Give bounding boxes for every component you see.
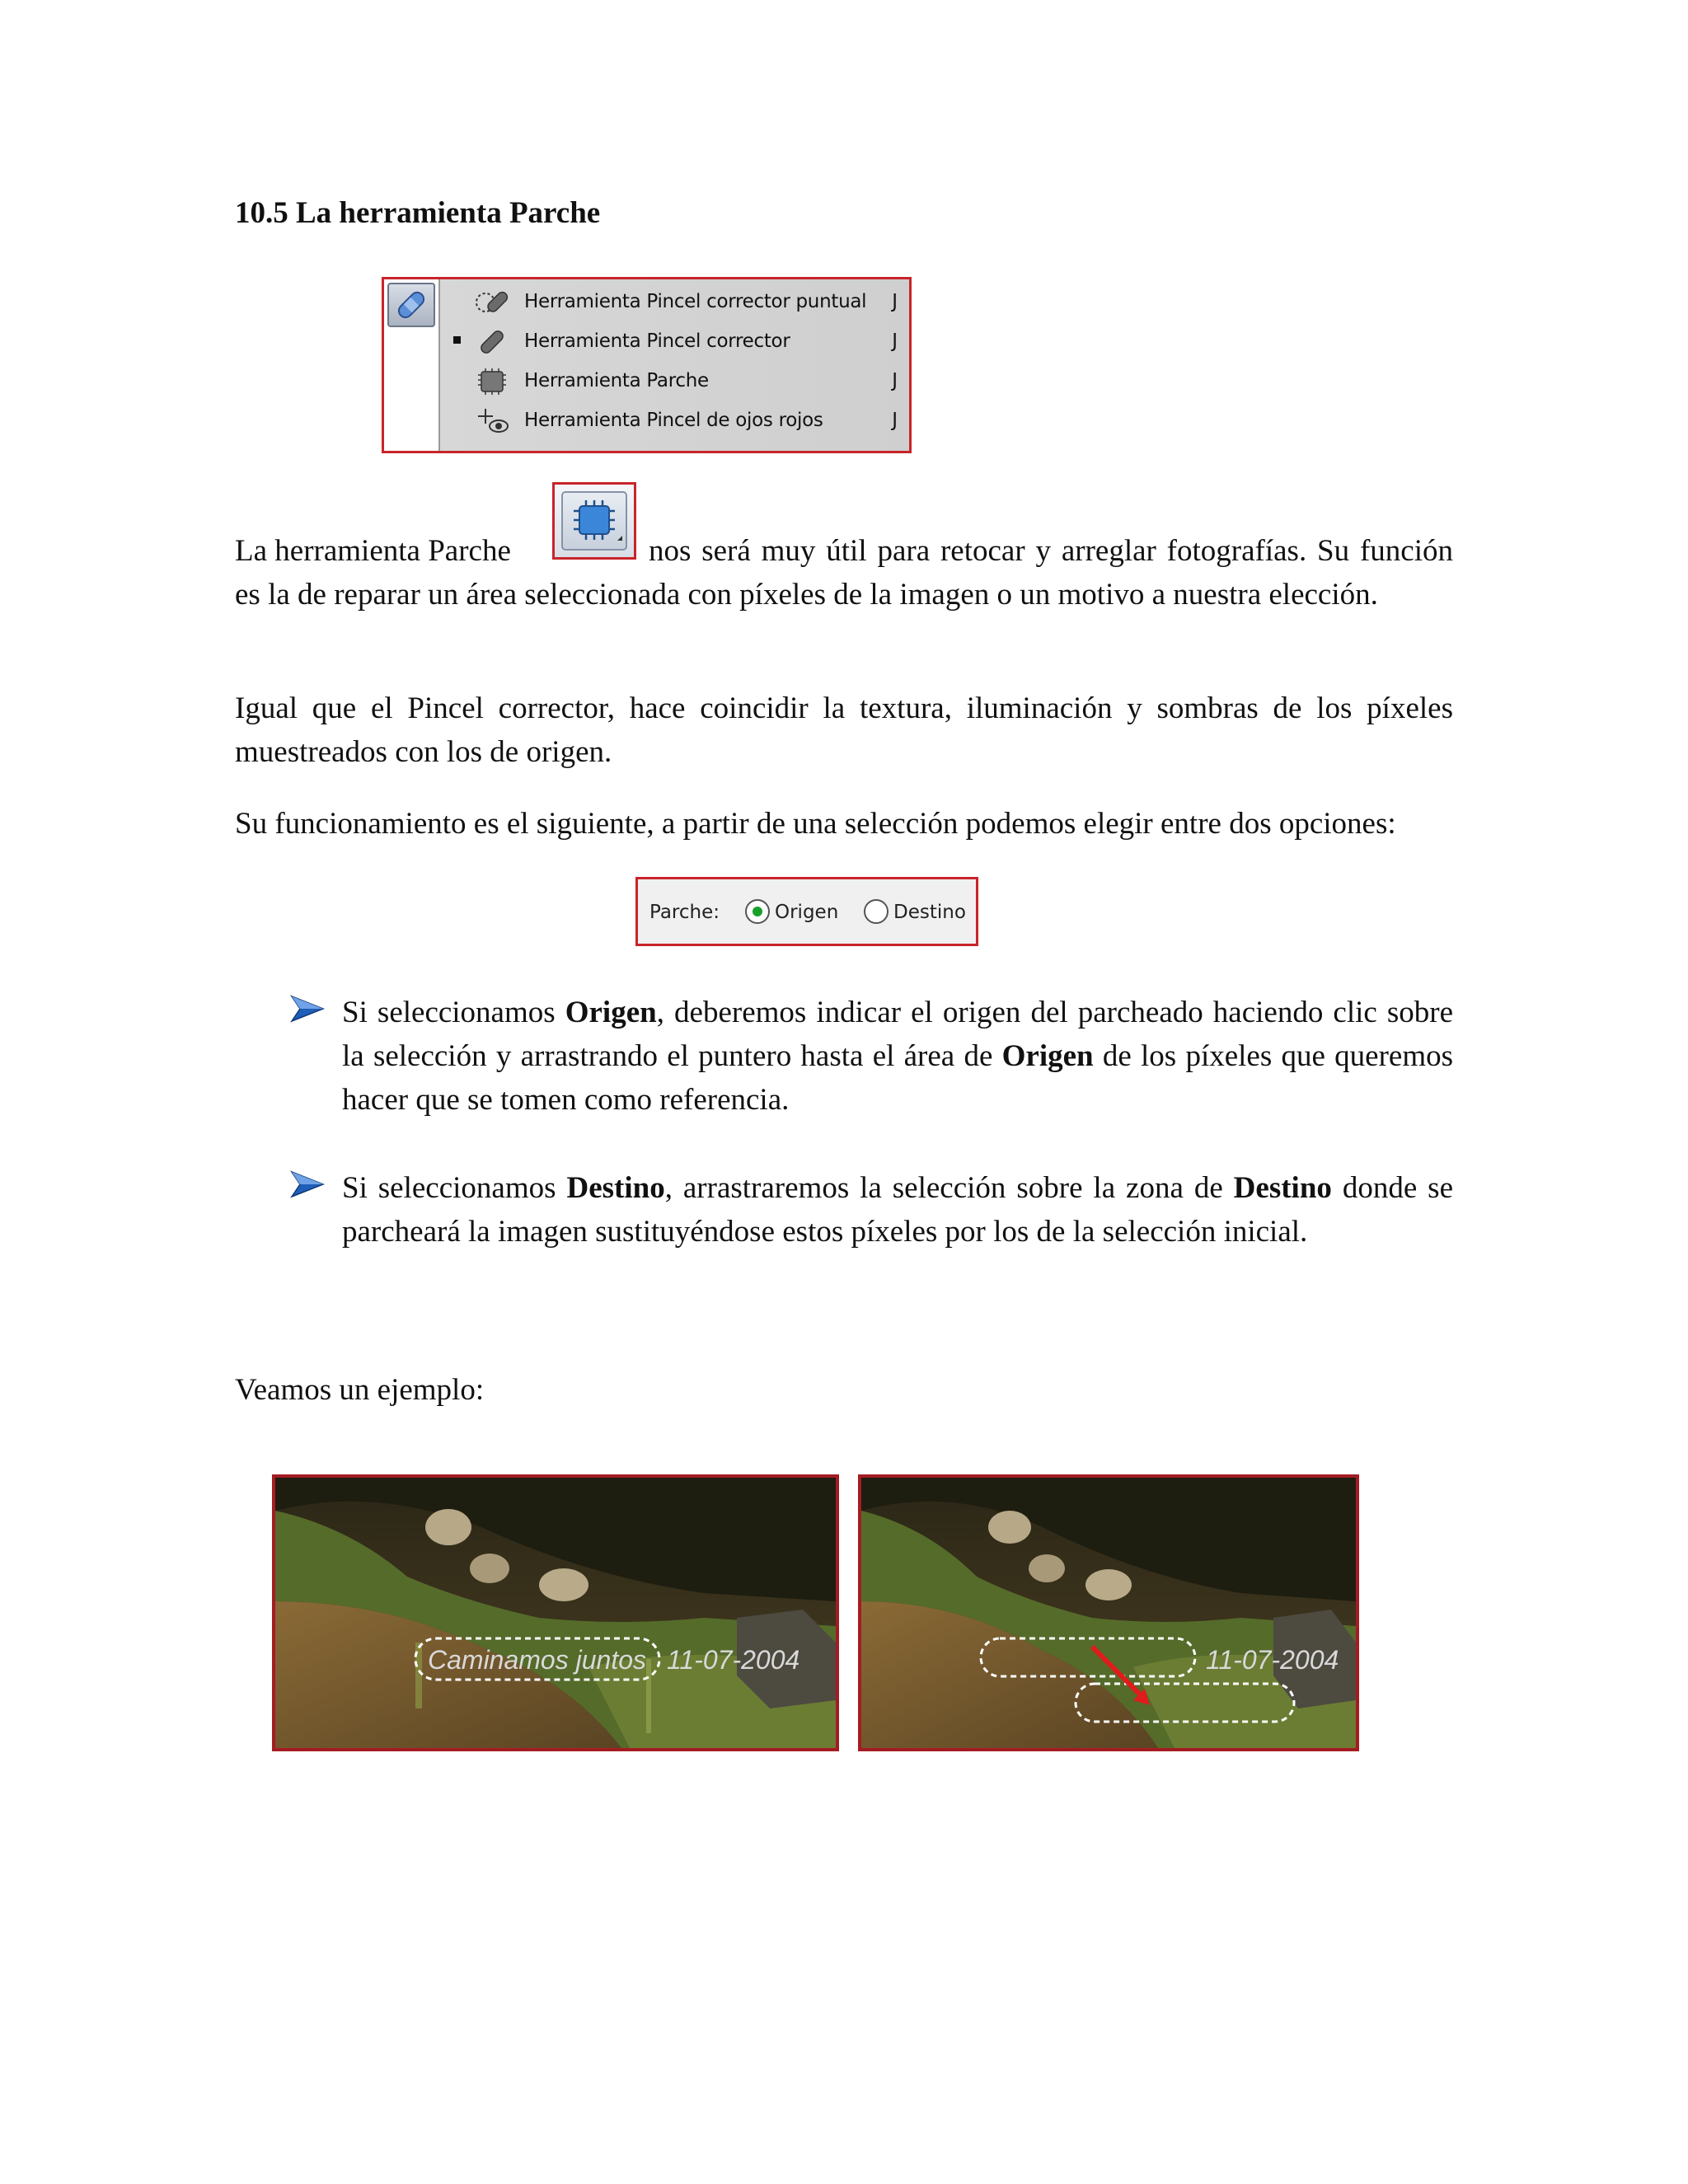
radio-selected-dot	[753, 907, 762, 916]
text-run: Si seleccionamos	[342, 1171, 567, 1205]
bold-term: Origen	[565, 996, 657, 1029]
patch-options-label: Parche:	[649, 902, 720, 923]
bold-term: Origen	[1001, 1039, 1094, 1073]
photo-date: 11-07-2004	[1206, 1645, 1339, 1675]
healing-brush-icon	[475, 327, 509, 357]
para3: Su funcionamiento es el siguiente, a partir de una selección podemos elegir entre dos opciones:	[235, 807, 1396, 841]
example-photo-before	[272, 1474, 839, 1751]
destination-radio[interactable]	[864, 899, 889, 924]
bullet-destination-text	[342, 1166, 1453, 1254]
photo-caption: Caminamos juntos	[428, 1645, 646, 1675]
menu-item-spot-healing[interactable]	[440, 283, 909, 322]
section-heading: 10.5 La herramienta Parche	[235, 196, 601, 230]
tool-flyout-menu	[440, 279, 909, 451]
shortcut-key: J	[892, 291, 898, 312]
example-photo-after	[858, 1474, 1359, 1751]
red-eye-icon	[475, 406, 509, 436]
origin-radio-label: Origen	[775, 902, 839, 923]
para1-text: nos será muy útil para retocar y arreglar fotografías. Su función es la de reparar un área seleccionada con píxeles de la imagen o un motivo a nuestra elección.	[235, 534, 1453, 612]
toolbar-column	[384, 279, 440, 451]
active-bullet-icon	[453, 336, 461, 344]
menu-item-label: Herramienta Pincel corrector	[524, 330, 790, 352]
menu-item-red-eye[interactable]	[440, 401, 909, 441]
arrow-bullet-icon	[290, 1170, 325, 1198]
example-intro: Veamos un ejemplo:	[235, 1373, 485, 1407]
arrow-bullet-icon	[290, 995, 325, 1023]
text-run: , arrastraremos la selección sobre la zona de	[664, 1171, 1234, 1205]
shortcut-key: J	[892, 330, 898, 352]
text-run: donde se parcheará la imagen sustituyéndose estos píxeles por los de la selección inicial.	[342, 1171, 1454, 1249]
bold-term: Destino	[1233, 1171, 1332, 1205]
bandage-icon	[389, 284, 434, 326]
patch-icon	[475, 367, 509, 396]
menu-item-label: Herramienta Parche	[524, 370, 709, 391]
text-run: de los píxeles que queremos hacer que se tomen como referencia.	[342, 1039, 1453, 1117]
menu-item-healing-brush[interactable]	[440, 322, 909, 362]
origin-radio[interactable]	[745, 899, 770, 924]
active-healing-tool-button[interactable]	[387, 283, 435, 327]
shortcut-key: J	[892, 370, 898, 391]
menu-item-label: Herramienta Pincel corrector puntual	[524, 291, 867, 312]
destination-radio-label: Destino	[893, 902, 966, 923]
tool-menu-screenshot	[382, 277, 912, 453]
text-run: Si seleccionamos	[342, 996, 565, 1029]
photo-date: 11-07-2004	[667, 1645, 800, 1675]
para1-lead: La herramienta Parche	[235, 534, 511, 568]
bold-term: Destino	[566, 1171, 665, 1205]
text-run: , deberemos indicar el origen del parcheado haciendo clic sobre la selección y arrastrando el puntero hasta el área de	[342, 996, 1454, 1073]
para2: Igual que el Pincel corrector, hace coincidir la textura, iluminación y sombras de los píxeles muestreados con los de origen.	[235, 691, 1453, 769]
para1-rest-line	[235, 529, 1453, 616]
shortcut-key: J	[892, 410, 898, 431]
menu-item-patch[interactable]	[440, 362, 909, 401]
menu-item-label: Herramienta Pincel de ojos rojos	[524, 410, 823, 431]
spot-healing-brush-icon	[475, 288, 509, 317]
patch-options-bar	[635, 877, 978, 946]
bullet-origin-text	[342, 991, 1453, 1122]
